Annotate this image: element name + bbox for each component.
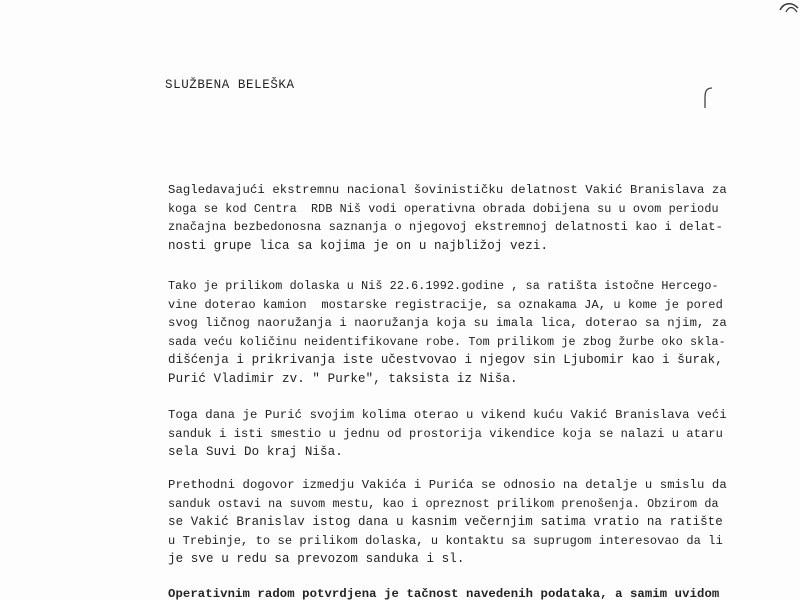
paragraph-line: Prethodni dogovor izmedju Vakića i Purića se odnosio na detalje u smislu da xyxy=(168,478,727,492)
paragraph-line: Tako je prilikom dolaska u Niš 22.6.1992.godine , sa ratišta istočne Hercego- xyxy=(168,279,719,293)
paragraph-line: Toga dana je Purić svojim kolima oterao u vikend kuću Vakić Branislava veći xyxy=(168,408,727,422)
paragraph-line: u Trebinje, to se prilikom dolaska, u kontaktu sa suprugom interesovao da li xyxy=(168,533,723,548)
paragraph-line: nosti grupe lica sa kojima je on u najbližoj vezi. xyxy=(168,238,549,253)
paragraph-line: koga se kod Centra RDB Niš vodi operativna obrada dobijena su u ovom periodu xyxy=(168,201,719,216)
paragraph-3 xyxy=(168,406,728,462)
paragraph-line: značajna bezbedonosna saznanja o njegovoj ekstremnoj delatnosti kao i delat- xyxy=(168,220,723,234)
paragraph-2 xyxy=(168,277,728,388)
paragraph-line: sanduk ostavi na suvom mestu, kao i opreznost prilikom prenošenja. Obzirom da xyxy=(168,496,719,511)
margin-bracket-mark xyxy=(702,86,714,110)
paragraph-5 xyxy=(168,585,728,600)
paragraph-line: sela Suvi Do kraj Niša. xyxy=(168,445,343,459)
paragraph-1 xyxy=(168,181,728,255)
paragraph-line: sanduk i isti smestio u jednu od prostorija vikendice koja se nalazi u ataru xyxy=(168,426,723,441)
corner-scribble-mark xyxy=(778,0,800,16)
paragraph-line: vine doterao kamion mostarske registracije, sa oznakama JA, u kome je pored xyxy=(168,297,723,312)
paragraph-line: je sve u redu sa prevozom sanduka i sl. xyxy=(168,552,465,566)
paragraph-4 xyxy=(168,476,728,569)
paragraph-line: Operativnim radom potvrdjena je tačnost navedenih podataka, a samim uvidom xyxy=(168,587,720,600)
paragraph-line: se Vakić Branislav istog dana u kasnim večernjim satima vratio na ratište xyxy=(168,515,723,529)
paragraph-line: dišćenja i prikrivanja iste učestvovao i njegov sin Ljubomir kao i šurak, xyxy=(168,353,723,367)
paragraph-line: Purić Vladimir zv. " Purke", taksista iz Niša. xyxy=(168,371,518,386)
paragraph-line: sada veću količinu neidentifikovane robe. Tom prilikom je zbog žurbe oko skla- xyxy=(168,334,726,349)
paragraph-line: Sagledavajući ekstremnu nacional šovinističku delatnost Vakić Branislava za xyxy=(168,183,727,197)
paragraph-line: svog ličnog naoružanja i naoružanja koja su imala lica, doterao sa njim, za xyxy=(168,316,727,330)
document-title: SLUŽBENA BELEŠKA xyxy=(165,78,295,92)
